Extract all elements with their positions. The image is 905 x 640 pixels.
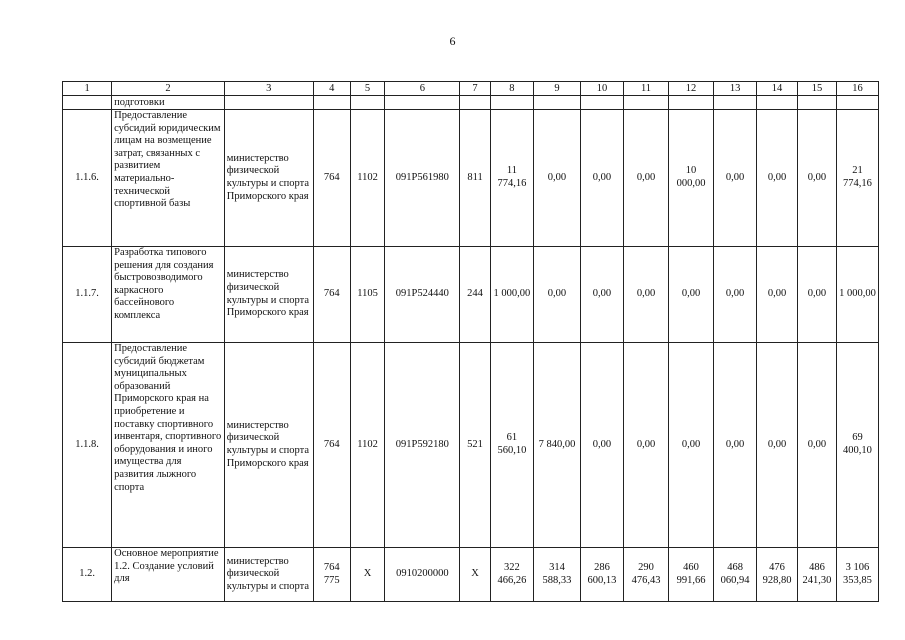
header-cell: 12 [669, 82, 714, 96]
header-cell: 7 [460, 82, 491, 96]
cell-c9: 7 840,00 [533, 343, 580, 548]
continuation-text: подготовки [112, 96, 225, 110]
empty-cell [836, 96, 878, 110]
cell-c8: 11 774,16 [490, 110, 533, 247]
cell-c11: 0,00 [623, 343, 668, 548]
row-number: 1.2. [63, 548, 112, 602]
header-cell: 4 [313, 82, 350, 96]
cell-c5: 1102 [350, 110, 385, 247]
cell-c16: 1 000,00 [836, 247, 878, 343]
table-row [63, 110, 879, 247]
cell-c14: 476 928,80 [757, 548, 798, 602]
cell-c6: 091P561980 [385, 110, 460, 247]
header-cell: 1 [63, 82, 112, 96]
empty-cell [757, 96, 798, 110]
table-row [63, 548, 879, 602]
header-cell: 3 [224, 82, 313, 96]
cell-c14: 0,00 [757, 110, 798, 247]
header-cell: 5 [350, 82, 385, 96]
row-number: 1.1.6. [63, 110, 112, 247]
cell-c16: 21 774,16 [836, 110, 878, 247]
header-cell: 10 [580, 82, 623, 96]
cell-c10: 0,00 [580, 247, 623, 343]
measure-name: Предоставление субсидий бюджетам муниципальных образований Приморского края на приобретение и поставку спортивного инвентаря, спортивного оборудования и иного имущества для развития лыжного спорта [112, 343, 225, 548]
cell-c9: 0,00 [533, 247, 580, 343]
cell-c10: 0,00 [580, 343, 623, 548]
cell-c6: 091P592180 [385, 343, 460, 548]
header-row [63, 82, 879, 96]
header-cell: 15 [798, 82, 837, 96]
empty-cell [63, 96, 112, 110]
cell-c8: 1 000,00 [490, 247, 533, 343]
empty-cell [623, 96, 668, 110]
continuation-row [63, 96, 879, 110]
cell-c6: 091P524440 [385, 247, 460, 343]
header-cell: 14 [757, 82, 798, 96]
cell-c4: 764 [313, 343, 350, 548]
empty-cell [313, 96, 350, 110]
empty-cell [385, 96, 460, 110]
cell-c4: 764 775 [313, 548, 350, 602]
cell-c15: 486 241,30 [798, 548, 837, 602]
cell-c9: 314 588,33 [533, 548, 580, 602]
header-cell: 11 [623, 82, 668, 96]
empty-cell [580, 96, 623, 110]
cell-c10: 286 600,13 [580, 548, 623, 602]
empty-cell [224, 96, 313, 110]
measure-name: Предоставление субсидий юридическим лицам на возмещение затрат, связанных с развитием материально-технической спортивной базы [112, 110, 225, 247]
cell-c16: 3 106 353,85 [836, 548, 878, 602]
cell-c7: 244 [460, 247, 491, 343]
empty-cell [714, 96, 757, 110]
cell-c11: 0,00 [623, 110, 668, 247]
cell-c14: 0,00 [757, 343, 798, 548]
cell-c13: 0,00 [714, 247, 757, 343]
executor-org: министерство физической культуры и спорта Приморского края [224, 110, 313, 247]
executor-org: министерство физической культуры и спорта Приморского края [224, 247, 313, 343]
cell-c14: 0,00 [757, 247, 798, 343]
cell-c5: 1105 [350, 247, 385, 343]
table-row [63, 343, 879, 548]
cell-c7: 811 [460, 110, 491, 247]
empty-cell [798, 96, 837, 110]
measure-name: Разработка типового решения для создания быстровозводимого каркасного бассейнового комплекса [112, 247, 225, 343]
cell-c15: 0,00 [798, 110, 837, 247]
cell-c7: 521 [460, 343, 491, 548]
cell-c12: 10 000,00 [669, 110, 714, 247]
cell-c7: X [460, 548, 491, 602]
empty-cell [490, 96, 533, 110]
cell-c13: 0,00 [714, 343, 757, 548]
cell-c6: 0910200000 [385, 548, 460, 602]
cell-c13: 468 060,94 [714, 548, 757, 602]
cell-c5: X [350, 548, 385, 602]
cell-c12: 0,00 [669, 247, 714, 343]
cell-c12: 0,00 [669, 343, 714, 548]
cell-c16: 69 400,10 [836, 343, 878, 548]
cell-c5: 1102 [350, 343, 385, 548]
page-number: 6 [449, 34, 456, 48]
budget-table [62, 81, 879, 602]
executor-org: министерство физической культуры и спорта [224, 548, 313, 602]
measure-name: Основное мероприятие 1.2. Создание условий для [112, 548, 225, 602]
cell-c8: 61 560,10 [490, 343, 533, 548]
empty-cell [460, 96, 491, 110]
header-cell: 16 [836, 82, 878, 96]
header-cell: 8 [490, 82, 533, 96]
header-cell: 13 [714, 82, 757, 96]
cell-c9: 0,00 [533, 110, 580, 247]
empty-cell [669, 96, 714, 110]
table-row [63, 247, 879, 343]
cell-c15: 0,00 [798, 247, 837, 343]
cell-c11: 290 476,43 [623, 548, 668, 602]
executor-org: министерство физической культуры и спорта Приморского края [224, 343, 313, 548]
cell-c12: 460 991,66 [669, 548, 714, 602]
cell-c13: 0,00 [714, 110, 757, 247]
empty-cell [533, 96, 580, 110]
cell-c4: 764 [313, 110, 350, 247]
row-number: 1.1.7. [63, 247, 112, 343]
header-cell: 9 [533, 82, 580, 96]
empty-cell [350, 96, 385, 110]
header-cell: 6 [385, 82, 460, 96]
row-number: 1.1.8. [63, 343, 112, 548]
cell-c10: 0,00 [580, 110, 623, 247]
cell-c11: 0,00 [623, 247, 668, 343]
cell-c4: 764 [313, 247, 350, 343]
cell-c15: 0,00 [798, 343, 837, 548]
header-cell: 2 [112, 82, 225, 96]
cell-c8: 322 466,26 [490, 548, 533, 602]
